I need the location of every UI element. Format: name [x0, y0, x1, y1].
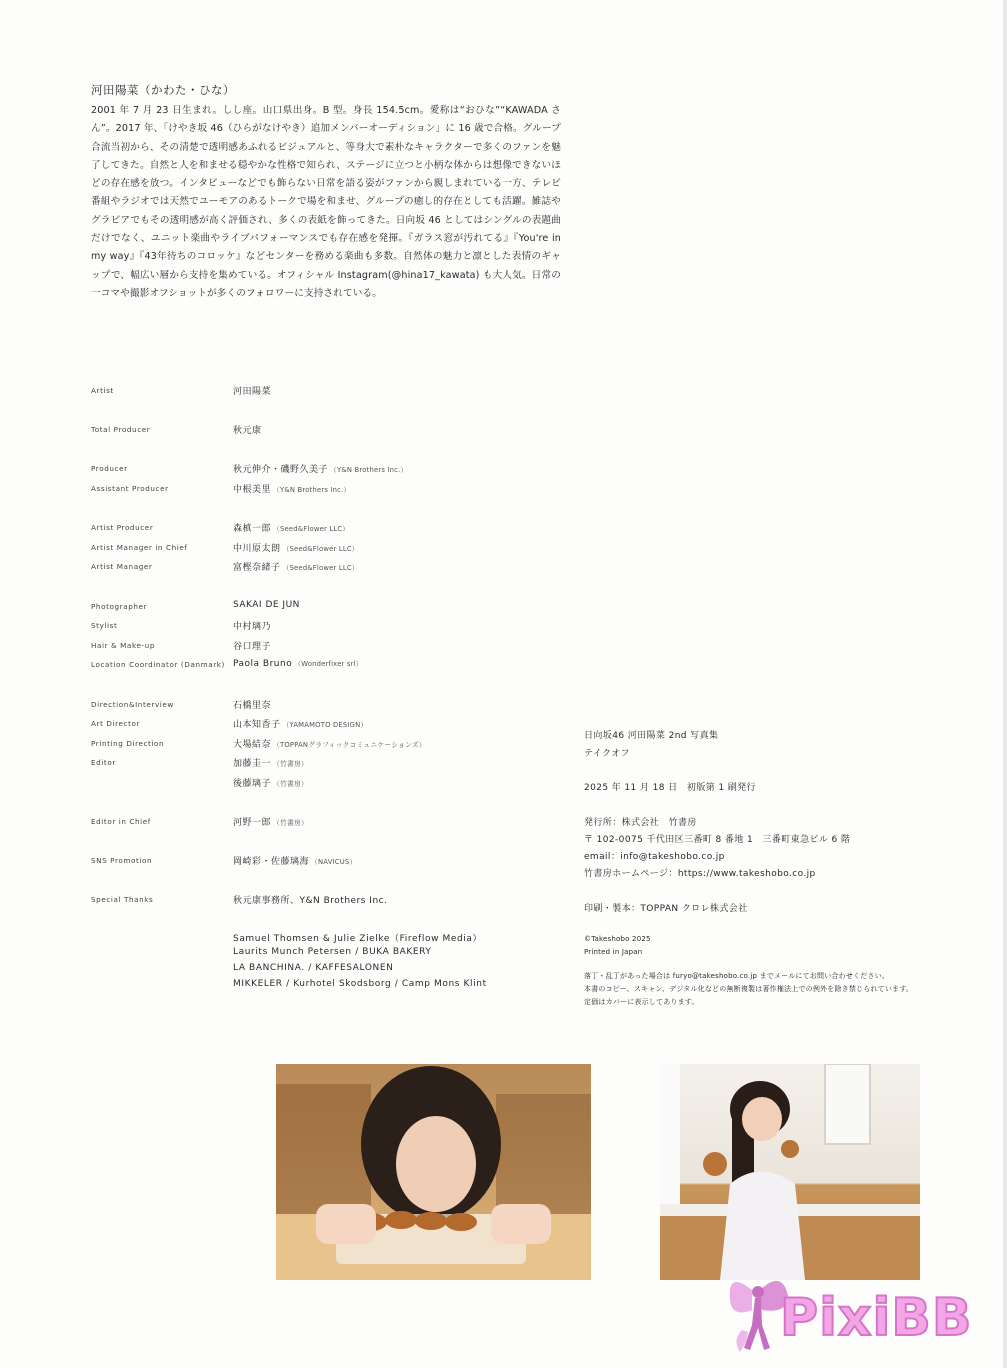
credit-role: Artist Producer: [91, 523, 154, 533]
credit-role: Stylist: [91, 621, 118, 631]
page-edge: [1003, 0, 1007, 1368]
credit-person: 大場結奈: [233, 739, 272, 750]
credit-row: [91, 480, 561, 500]
credit-name: [233, 658, 363, 669]
credit-role: Special Thanks: [91, 895, 154, 905]
credit-gap: [91, 500, 561, 520]
credit-person: 中村璃乃: [233, 622, 272, 633]
credit-row: [91, 852, 561, 872]
credit-name: [233, 384, 273, 397]
credit-row: [91, 637, 561, 657]
credit-row: [91, 696, 561, 716]
credit-affiliation: （Y&N Brothers Inc.）: [273, 485, 351, 494]
copyright: ©Takeshobo 2025: [584, 935, 651, 943]
credit-role: Hair & Make-up: [91, 640, 155, 650]
credit-name: [233, 639, 273, 652]
credits-list: [91, 382, 561, 989]
credit-person: 富樫奈緒子: [233, 563, 281, 574]
publisher: 発行所：株式会社 竹書房: [584, 818, 697, 828]
printer: 印刷・製本：TOPPAN クロレ株式会社: [584, 904, 748, 914]
credit-person: 後藤璃子: [233, 778, 272, 789]
publisher-email: email：info@takeshobo.co.jp: [584, 852, 725, 862]
credit-affiliation: （Seed&Flower LLC）: [282, 564, 359, 573]
credit-gap: [91, 578, 561, 598]
profile-name: 河田陽菜（かわた・ひな）: [91, 83, 235, 97]
credit-row: [91, 558, 561, 578]
credit-affiliation: （Wonderfixer srl）: [294, 660, 363, 669]
credit-name: [233, 776, 308, 789]
credit-row: [91, 891, 561, 911]
credit-role: Editor: [91, 758, 116, 768]
credit-row: [91, 539, 561, 559]
special-thanks-line: Samuel Thomsen & Julie Zielke（Fireflow Media）: [233, 933, 483, 944]
credit-affiliation: （竹書房）: [273, 760, 308, 769]
credit-name: [233, 560, 359, 573]
photo-croquettes: [276, 1064, 591, 1280]
credit-role: Printing Direction: [91, 738, 165, 748]
credit-row: [91, 382, 561, 402]
credit-row: [91, 598, 561, 618]
credit-role: Direction&Interview: [91, 699, 174, 709]
credit-affiliation: （TOPPANグラフィックコミュニケーションズ）: [273, 740, 426, 749]
credit-role: Artist: [91, 386, 114, 395]
credit-gap: [91, 911, 561, 931]
credit-person: 山本知香子: [233, 720, 281, 731]
credit-name: [233, 600, 302, 610]
credit-row: [91, 735, 561, 755]
book-title: 日向坂46 河田陽菜 2nd 写真集: [584, 731, 719, 741]
publish-date: 2025 年 11 月 18 日 初版第 1 刷発行: [584, 783, 756, 793]
credit-person: 河田陽菜: [233, 387, 272, 397]
credit-name: [233, 893, 389, 906]
credit-affiliation: （NAVICUS）: [311, 858, 357, 867]
credit-name: [233, 756, 308, 769]
credit-row: [91, 421, 561, 441]
credit-person: 秋元康事務所、Y&N Brothers Inc.: [233, 896, 388, 907]
credit-name: [233, 521, 349, 534]
publisher-address: 〒 102-0075 千代田区三番町 8 番地 1 三番町東急ビル 6 階: [584, 835, 851, 845]
credit-role: Artist Manager: [91, 562, 153, 572]
credit-person: 加藤圭一: [233, 759, 272, 770]
credit-person: 秋元伸介・磯野久美子: [233, 465, 329, 476]
credit-person: 中川原太朗: [233, 543, 281, 554]
credit-person: 秋元康: [233, 426, 262, 437]
credit-affiliation: （YAMAMOTO DESIGN）: [282, 721, 368, 730]
credit-person: Paola Bruno: [233, 659, 293, 670]
credit-person: 岡崎彩・佐藤璃海: [233, 857, 310, 868]
credit-role: Editor in Chief: [91, 817, 151, 827]
credit-row: [91, 754, 561, 774]
credit-person: SAKAI DE JUN: [233, 599, 300, 610]
credit-name: [233, 462, 407, 475]
credit-affiliation: （竹書房）: [273, 819, 308, 828]
credit-name: [233, 423, 264, 436]
credit-gap: [91, 441, 561, 461]
credit-row: [91, 656, 561, 676]
notice-price: 定価はカバーに表示してあります。: [584, 998, 699, 1006]
special-thanks-line: Laurits Munch Petersen / BUKA BAKERY: [233, 946, 432, 957]
credit-gap: [91, 872, 561, 892]
credit-row: [91, 774, 561, 794]
credit-role: Art Director: [91, 719, 141, 729]
credit-name: [233, 482, 350, 495]
credit-row: [91, 519, 561, 539]
credit-affiliation: （Seed&Flower LLC）: [273, 525, 350, 534]
credit-gap: [91, 676, 561, 696]
credit-role: Photographer: [91, 601, 148, 611]
publisher-homepage: 竹書房ホームページ：https://www.takeshobo.co.jp: [584, 869, 816, 879]
book-subtitle: テイクオフ: [584, 749, 630, 759]
credit-affiliation: （Y&N Brothers Inc.）: [330, 466, 408, 475]
credit-person: 森槙一郎: [233, 524, 272, 535]
credit-row: [91, 813, 561, 833]
credit-name: [233, 541, 359, 554]
credit-role: Assistant Producer: [91, 483, 169, 493]
credit-name: [233, 717, 367, 730]
credit-gap: [91, 833, 561, 853]
credit-name: [233, 698, 273, 711]
notice-copy: 本書のコピー、スキャン、デジタル化などの無断複製は著作権法上での例外を除き禁じられています。: [584, 985, 914, 993]
credit-name: [233, 815, 308, 828]
profile-section: [91, 82, 561, 303]
credit-role: SNS Promotion: [91, 856, 153, 866]
credit-person: 谷口理子: [233, 641, 272, 652]
credit-gap: [91, 402, 561, 422]
credit-row: [91, 617, 561, 637]
special-thanks-line: MIKKELER / Kurhotel Skodsborg / Camp Mons Klint: [233, 978, 487, 989]
profile-bio: 2001 年 7 月 23 日生まれ。しし座。山口県出身。B 型。身長 154.5cm。愛称は“おひな”“KAWADA さん”。2017 年、「けやき坂 46（ひらがなけやき）追加メンバーオーディション」に 16 歳で合格。グループ合流当初から、その清楚で透明感あふれるビジュアルと、等身大で素朴なキャラクターで多くのファンを魅了してきた。自然と人を和ませる穏やかな性格で知られ、ステージに立つと小柄な体からは想像できないほどの存在感を放つ。インタビューなどでも飾らない日常を語る姿がファンから親しまれている一方、テレビ番組やラジオでは天然でユーモアのあるトークで場を和ませ、グループの癒し的存在としても活躍。雑誌やグラビアでもその透明感が高く評価され、多くの表紙を飾ってきた。日向坂 46 としてはシングルの表題曲だけでなく、ユニット楽曲やライブパフォーマンスでも存在感を発揮。『ガラス窓が汚れてる』『You're in my way』『43年待ちのコロッケ』などセンターを務める楽曲も多数。自然体の魅力と凛とした表情のギャップで、幅広い層から支持を集めている。オフィシャル Instagram(@hina17_kawata) も大人気。日常の一コマや撮影オフショットが多くのフォロワーに支持されている。: [91, 105, 561, 299]
credit-row: [91, 460, 561, 480]
photo-kitchen: [660, 1064, 920, 1280]
notice-defect: 落丁・乱丁があった場合は furyo@takeshobo.co.jp までメールにてお問い合わせください。: [584, 972, 890, 980]
credit-role: Producer: [91, 464, 128, 474]
credit-name: [233, 854, 356, 867]
credit-name: [233, 737, 426, 750]
printed-in: Printed in Japan: [584, 948, 643, 956]
credit-role: Total Producer: [91, 425, 151, 435]
credit-gap: [91, 793, 561, 813]
watermark-text: PixiBB: [780, 1288, 973, 1348]
credit-person: 中根美里: [233, 484, 272, 495]
credit-person: 河野一郎: [233, 818, 272, 829]
credit-affiliation: （Seed&Flower LLC）: [282, 544, 359, 553]
special-thanks-line: LA BANCHINA. / KAFFESALONEN: [233, 962, 394, 973]
credit-person: 石橋里奈: [233, 700, 272, 711]
watermark: [722, 1270, 1002, 1360]
credit-affiliation: （竹書房）: [273, 779, 308, 788]
credit-name: [233, 619, 273, 632]
credit-role: Location Coordinator (Danmark): [91, 660, 225, 670]
credit-role: Artist Manager in Chief: [91, 542, 188, 552]
credit-row: [91, 715, 561, 735]
